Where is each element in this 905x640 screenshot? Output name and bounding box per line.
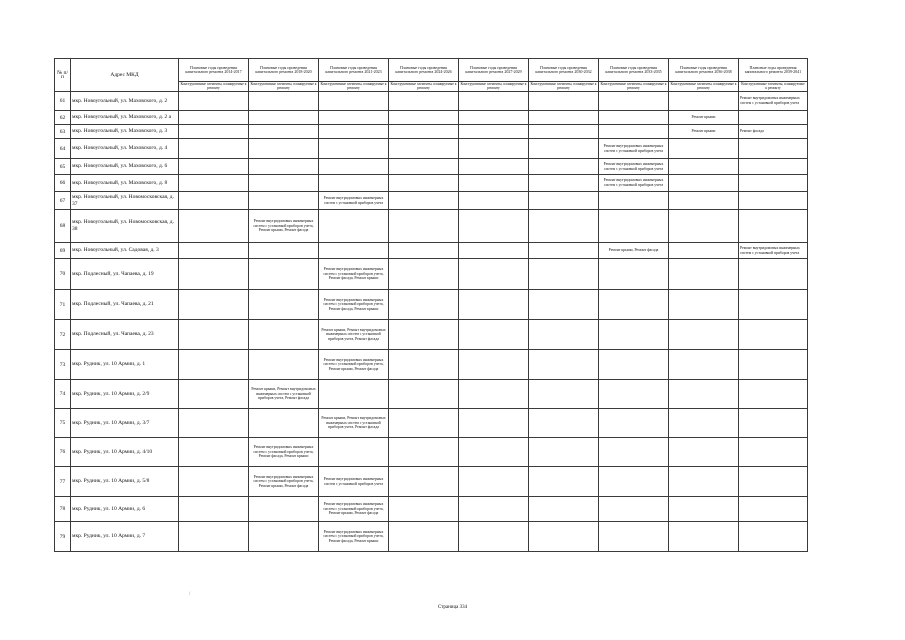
repair-cell — [249, 290, 319, 320]
repair-cell — [179, 350, 249, 380]
repair-cell — [459, 320, 529, 350]
repair-cell — [599, 497, 669, 522]
repair-cell — [389, 522, 459, 552]
table-row — [55, 497, 808, 522]
repair-cell — [389, 467, 459, 497]
repair-cell — [459, 92, 529, 111]
repair-cell — [739, 175, 808, 192]
row-address: мкр. Подлесный, ул. Чапаева, д. 19 — [71, 259, 179, 290]
row-address: мкр. Новоугольный, ул. Маховского, д. 2 — [71, 92, 179, 111]
row-number: 79 — [55, 522, 71, 552]
repair-cell — [599, 380, 669, 409]
repair-cell — [529, 243, 599, 259]
row-number: 78 — [55, 497, 71, 522]
row-number: 72 — [55, 320, 71, 350]
repair-cell: Ремонт внутридомовых инженерных систем с установкой приборов учета — [739, 243, 808, 259]
repair-cell — [669, 243, 739, 259]
table-row — [55, 192, 808, 210]
repair-cell: Ремонт внутридомовых инженерных систем с установкой приборов учета, Ремонт фасада, Ремонт крыши — [319, 259, 389, 290]
repair-cell — [529, 125, 599, 139]
repair-cell — [599, 92, 669, 111]
subheader-elements: Конструктивные элементы, планируемые к ремонту — [320, 81, 387, 90]
row-number: 63 — [55, 125, 71, 139]
repair-cell — [599, 409, 669, 438]
repair-cell: Ремонт крыши — [669, 111, 739, 125]
repair-cell — [459, 125, 529, 139]
table-row — [55, 380, 808, 409]
table-row — [55, 409, 808, 438]
table-row — [55, 259, 808, 290]
repair-cell — [389, 497, 459, 522]
repair-cell — [179, 320, 249, 350]
row-number: 66 — [55, 175, 71, 192]
subheader-elements: Конструктивные элементы, планируемые к ремонту — [739, 82, 808, 92]
subheader-elements: Конструктивные элементы, планируемые к ремонту — [530, 81, 597, 90]
repair-cell — [599, 125, 669, 139]
repair-cell — [669, 192, 739, 210]
row-address: мкр. Новоугольный, ул. Садовая, д. 3 — [71, 243, 179, 259]
table-row — [55, 290, 808, 320]
repair-cell — [739, 210, 808, 243]
repair-cell — [389, 290, 459, 320]
repair-cell — [669, 320, 739, 350]
repair-cell — [669, 409, 739, 438]
header-period: Плановые годы проведения капитального ремонта 2039-2041 — [739, 59, 808, 82]
repair-cell — [179, 111, 249, 125]
subheader-elements: Конструктивные элементы, планируемые к ремонту — [600, 81, 667, 90]
repair-cell — [319, 125, 389, 139]
repair-cell — [459, 290, 529, 320]
repair-cell — [739, 139, 808, 159]
row-number: 70 — [55, 259, 71, 290]
repair-cell — [319, 92, 389, 111]
repair-cell — [529, 290, 599, 320]
table-row — [55, 111, 808, 125]
repair-cell — [739, 380, 808, 409]
repair-cell — [739, 497, 808, 522]
table-row — [55, 243, 808, 259]
row-address: мкр. Рудник, ул. 10 Армии, д. 6 — [71, 497, 179, 522]
repair-cell — [389, 92, 459, 111]
repair-cell — [179, 175, 249, 192]
row-number: 69 — [55, 243, 71, 259]
subheader-elements: Конструктивные элементы, планируемые к ремонту — [250, 81, 317, 90]
header-period: Плановые годы проведения капитального ремонта 2036-2038 — [669, 59, 739, 82]
repair-cell — [319, 139, 389, 159]
repair-cell — [249, 139, 319, 159]
repair-cell: Ремонт внутридомовых инженерных систем с установкой приборов учета, Ремонт крыши, Ремонт фасада — [249, 467, 319, 497]
repair-cell — [179, 139, 249, 159]
row-number: 61 — [55, 92, 71, 111]
repair-cell — [669, 159, 739, 175]
repair-cell — [389, 159, 459, 175]
repair-cell — [179, 290, 249, 320]
repair-cell — [669, 210, 739, 243]
repair-cell — [389, 111, 459, 125]
repair-cell — [249, 111, 319, 125]
repair-cell — [319, 111, 389, 125]
repair-cell — [669, 522, 739, 552]
repair-cell: Ремонт внутридомовых инженерных систем с установкой приборов учета, Ремонт фасада, Ремонт крыши — [249, 438, 319, 467]
row-address: мкр. Новоугольный, ул. Маховского, д. 6 — [71, 159, 179, 175]
repair-cell — [459, 175, 529, 192]
table-row — [55, 350, 808, 380]
row-address: мкр. Новоугольный, ул. Маховского, д. 8 — [71, 175, 179, 192]
repair-cell — [739, 350, 808, 380]
repair-cell: Ремонт внутридомовых инженерных систем с установкой приборов учета — [599, 175, 669, 192]
repair-cell — [319, 175, 389, 192]
row-address: мкр. Новоугольный, ул. Новомосковская, д. 37 — [71, 192, 179, 210]
row-address: мкр. Рудник, ул. 10 Армии, д. 1 — [71, 350, 179, 380]
repair-cell — [599, 467, 669, 497]
repair-cell — [179, 522, 249, 552]
repair-cell — [529, 320, 599, 350]
repair-cell — [389, 175, 459, 192]
repair-cell — [529, 175, 599, 192]
row-address: мкр. Новоугольный, ул. Маховского, д. 3 — [71, 125, 179, 139]
row-number: 71 — [55, 290, 71, 320]
subheader-elements: Конструктивные элементы, планируемые к ремонту — [180, 81, 247, 90]
repair-cell — [389, 409, 459, 438]
repair-cell — [389, 139, 459, 159]
repair-cell — [599, 320, 669, 350]
repair-cell: Ремонт внутридомовых инженерных систем с установкой приборов учета — [599, 139, 669, 159]
repair-cell: Ремонт крыши, Ремонт внутридомовых инженерных систем с установкой приборов учета, Ремонт фасада — [319, 409, 389, 438]
header-num: № п/п — [55, 59, 71, 92]
repair-cell — [529, 497, 599, 522]
row-address: мкр. Подлесный, ул. Чапаева, д. 23 — [71, 320, 179, 350]
row-number: 62 — [55, 111, 71, 125]
table-row — [55, 320, 808, 350]
table-row — [55, 210, 808, 243]
repair-cell — [459, 467, 529, 497]
row-address: мкр. Рудник, ул. 10 Армии, д. 2/9 — [71, 380, 179, 409]
repair-cell — [529, 438, 599, 467]
repair-cell — [179, 409, 249, 438]
row-number: 67 — [55, 192, 71, 210]
repair-cell: Ремонт крыши, Ремонт внутридомовых инженерных систем с установкой приборов учета, Ремонт фасада — [319, 320, 389, 350]
repair-cell — [599, 111, 669, 125]
repair-cell — [179, 243, 249, 259]
repair-cell — [249, 159, 319, 175]
repair-cell: Ремонт внутридомовых инженерных систем с установкой приборов учета, Ремонт крыши, Ремонт фасада — [249, 210, 319, 243]
repair-cell — [459, 192, 529, 210]
repair-cell — [389, 192, 459, 210]
repair-cell — [669, 438, 739, 467]
repair-cell — [249, 409, 319, 438]
repair-cell — [389, 438, 459, 467]
repair-cell — [459, 111, 529, 125]
repair-cell — [739, 438, 808, 467]
repair-cell — [459, 243, 529, 259]
row-address: мкр. Рудник, ул. 10 Армии, д. 7 — [71, 522, 179, 552]
repair-cell: Ремонт крыши — [669, 125, 739, 139]
repair-cell — [529, 139, 599, 159]
row-number: 76 — [55, 438, 71, 467]
repair-cell — [739, 467, 808, 497]
row-address: мкр. Новоугольный, ул. Новомосковская, д. 38 — [71, 210, 179, 243]
header-period: Плановые годы проведения капитального ремонта 2033-2035 — [599, 59, 669, 82]
repair-cell — [249, 259, 319, 290]
repair-cell — [669, 139, 739, 159]
row-address: мкр. Рудник, ул. 10 Армии, д. 4/10 — [71, 438, 179, 467]
repair-cell — [179, 159, 249, 175]
repair-cell — [249, 243, 319, 259]
repair-cell — [529, 350, 599, 380]
repair-cell — [249, 192, 319, 210]
page-footer: Страница 334 — [437, 605, 468, 610]
repair-cell — [529, 409, 599, 438]
repair-cell — [739, 111, 808, 125]
repair-cell — [249, 497, 319, 522]
repair-cell — [249, 92, 319, 111]
repair-cell — [599, 522, 669, 552]
repair-cell: Ремонт фасада — [739, 125, 808, 139]
repair-cell — [669, 497, 739, 522]
repair-cell: Ремонт крыши, Ремонт фасада — [599, 243, 669, 259]
repair-cell — [179, 92, 249, 111]
repair-cell — [669, 290, 739, 320]
repair-cell — [389, 350, 459, 380]
repair-cell — [459, 409, 529, 438]
repair-cell: Ремонт внутридомовых инженерных систем с установкой приборов учета — [739, 92, 808, 111]
table-row — [55, 139, 808, 159]
repair-cell — [179, 192, 249, 210]
repair-cell — [529, 92, 599, 111]
repair-cell — [459, 380, 529, 409]
row-address: мкр. Новоугольный, ул. Маховского, д. 2 а — [71, 111, 179, 125]
repair-cell — [249, 125, 319, 139]
repair-cell: Ремонт внутридомовых инженерных систем с установкой приборов учета — [319, 467, 389, 497]
repair-cell — [739, 320, 808, 350]
repair-cell — [669, 92, 739, 111]
row-address: мкр. Новоугольный, ул. Маховского, д. 4 — [71, 139, 179, 159]
repair-cell: Ремонт внутридомовых инженерных систем с установкой приборов учета — [599, 159, 669, 175]
repair-cell — [739, 159, 808, 175]
repair-cell: Ремонт внутридомовых инженерных систем с установкой приборов учета, Ремонт крыши, Ремонт фасада — [319, 497, 389, 522]
repair-cell — [459, 497, 529, 522]
repair-cell — [459, 259, 529, 290]
repair-cell — [459, 210, 529, 243]
repair-cell — [389, 125, 459, 139]
table-row — [55, 175, 808, 192]
row-number: 74 — [55, 380, 71, 409]
repair-cell — [389, 320, 459, 350]
repair-cell — [319, 159, 389, 175]
table-row — [55, 125, 808, 139]
repair-cell: Ремонт внутридомовых инженерных систем с установкой приборов учета, Ремонт крыши, Ремонт фасада — [319, 350, 389, 380]
row-address: мкр. Рудник, ул. 10 Армии, д. 3/7 — [71, 409, 179, 438]
repair-cell — [249, 522, 319, 552]
repair-cell — [249, 350, 319, 380]
repair-cell — [739, 259, 808, 290]
repair-cell — [599, 290, 669, 320]
table-row — [55, 467, 808, 497]
header-period: Плановые годы проведения капитального ремонта 2021-2023 — [319, 59, 389, 82]
header-period: Плановые годы проведения капитального ремонта 2014-2017 — [179, 59, 249, 82]
row-number: 65 — [55, 159, 71, 175]
repair-cell — [179, 438, 249, 467]
repair-cell — [389, 210, 459, 243]
repair-cell — [669, 259, 739, 290]
repair-cell — [599, 210, 669, 243]
capital-repair-table — [54, 58, 808, 552]
repair-cell — [529, 192, 599, 210]
repair-cell — [599, 438, 669, 467]
repair-cell — [319, 438, 389, 467]
repair-cell — [179, 467, 249, 497]
repair-cell — [179, 497, 249, 522]
repair-cell — [529, 522, 599, 552]
repair-cell — [669, 380, 739, 409]
repair-cell — [739, 409, 808, 438]
repair-cell — [459, 350, 529, 380]
header-address: Адрес МКД — [71, 59, 179, 92]
repair-cell — [529, 259, 599, 290]
repair-cell — [459, 438, 529, 467]
repair-cell — [179, 210, 249, 243]
row-address: мкр. Рудник, ул. 10 Армии, д. 5/8 — [71, 467, 179, 497]
stray-mark: / — [189, 592, 191, 597]
table-row — [55, 522, 808, 552]
repair-cell — [529, 380, 599, 409]
repair-cell — [529, 467, 599, 497]
repair-cell — [459, 139, 529, 159]
repair-cell — [529, 159, 599, 175]
repair-cell — [179, 380, 249, 409]
repair-cell: Ремонт крыши, Ремонт внутридомовых инженерных систем с установкой приборов учета, Ремонт фасада — [249, 380, 319, 409]
row-number: 73 — [55, 350, 71, 380]
row-number: 64 — [55, 139, 71, 159]
repair-cell — [389, 380, 459, 409]
repair-cell — [739, 522, 808, 552]
repair-cell — [599, 259, 669, 290]
repair-cell — [529, 111, 599, 125]
row-number: 68 — [55, 210, 71, 243]
repair-cell — [319, 243, 389, 259]
repair-cell — [179, 125, 249, 139]
table-row — [55, 438, 808, 467]
repair-cell — [319, 380, 389, 409]
row-address: мкр. Подлесный, ул. Чапаева, д. 21 — [71, 290, 179, 320]
subheader-elements: Конструктивные элементы, планируемые к ремонту — [390, 81, 457, 90]
header-period: Плановые годы проведения капитального ремонта 2027-2029 — [459, 59, 529, 82]
repair-cell: Ремонт внутридомовых инженерных систем с установкой приборов учета, Ремонт фасада, Ремонт крыши — [319, 522, 389, 552]
repair-cell — [459, 522, 529, 552]
repair-cell — [599, 350, 669, 380]
repair-cell — [249, 175, 319, 192]
repair-cell — [179, 259, 249, 290]
repair-cell — [389, 259, 459, 290]
repair-cell: Ремонт внутридомовых инженерных систем с установкой приборов учета, Ремонт фасада, Ремонт крыши — [319, 290, 389, 320]
row-number: 77 — [55, 467, 71, 497]
repair-cell — [389, 243, 459, 259]
table-row — [55, 92, 808, 111]
header-period: Плановые годы проведения капитального ремонта 2030-2032 — [529, 59, 599, 82]
subheader-elements: Конструктивные элементы, планируемые к ремонту — [670, 81, 737, 90]
header-period: Плановые годы проведения капитального ремонта 2024-2026 — [389, 59, 459, 82]
repair-cell: Ремонт внутридомовых инженерных систем с установкой приборов учета — [319, 192, 389, 210]
table-row — [55, 159, 808, 175]
subheader-elements: Конструктивные элементы, планируемые к ремонту — [460, 81, 527, 90]
table-body — [55, 92, 808, 552]
repair-cell — [319, 210, 389, 243]
repair-cell — [249, 320, 319, 350]
repair-cell — [599, 192, 669, 210]
row-number: 75 — [55, 409, 71, 438]
repair-cell — [529, 210, 599, 243]
repair-cell — [669, 175, 739, 192]
header-row — [55, 59, 808, 82]
repair-cell — [669, 350, 739, 380]
repair-cell — [459, 159, 529, 175]
header-period: Плановые годы проведения капитального ремонта 2018-2020 — [249, 59, 319, 82]
repair-cell — [669, 467, 739, 497]
repair-cell — [739, 290, 808, 320]
repair-cell — [739, 192, 808, 210]
